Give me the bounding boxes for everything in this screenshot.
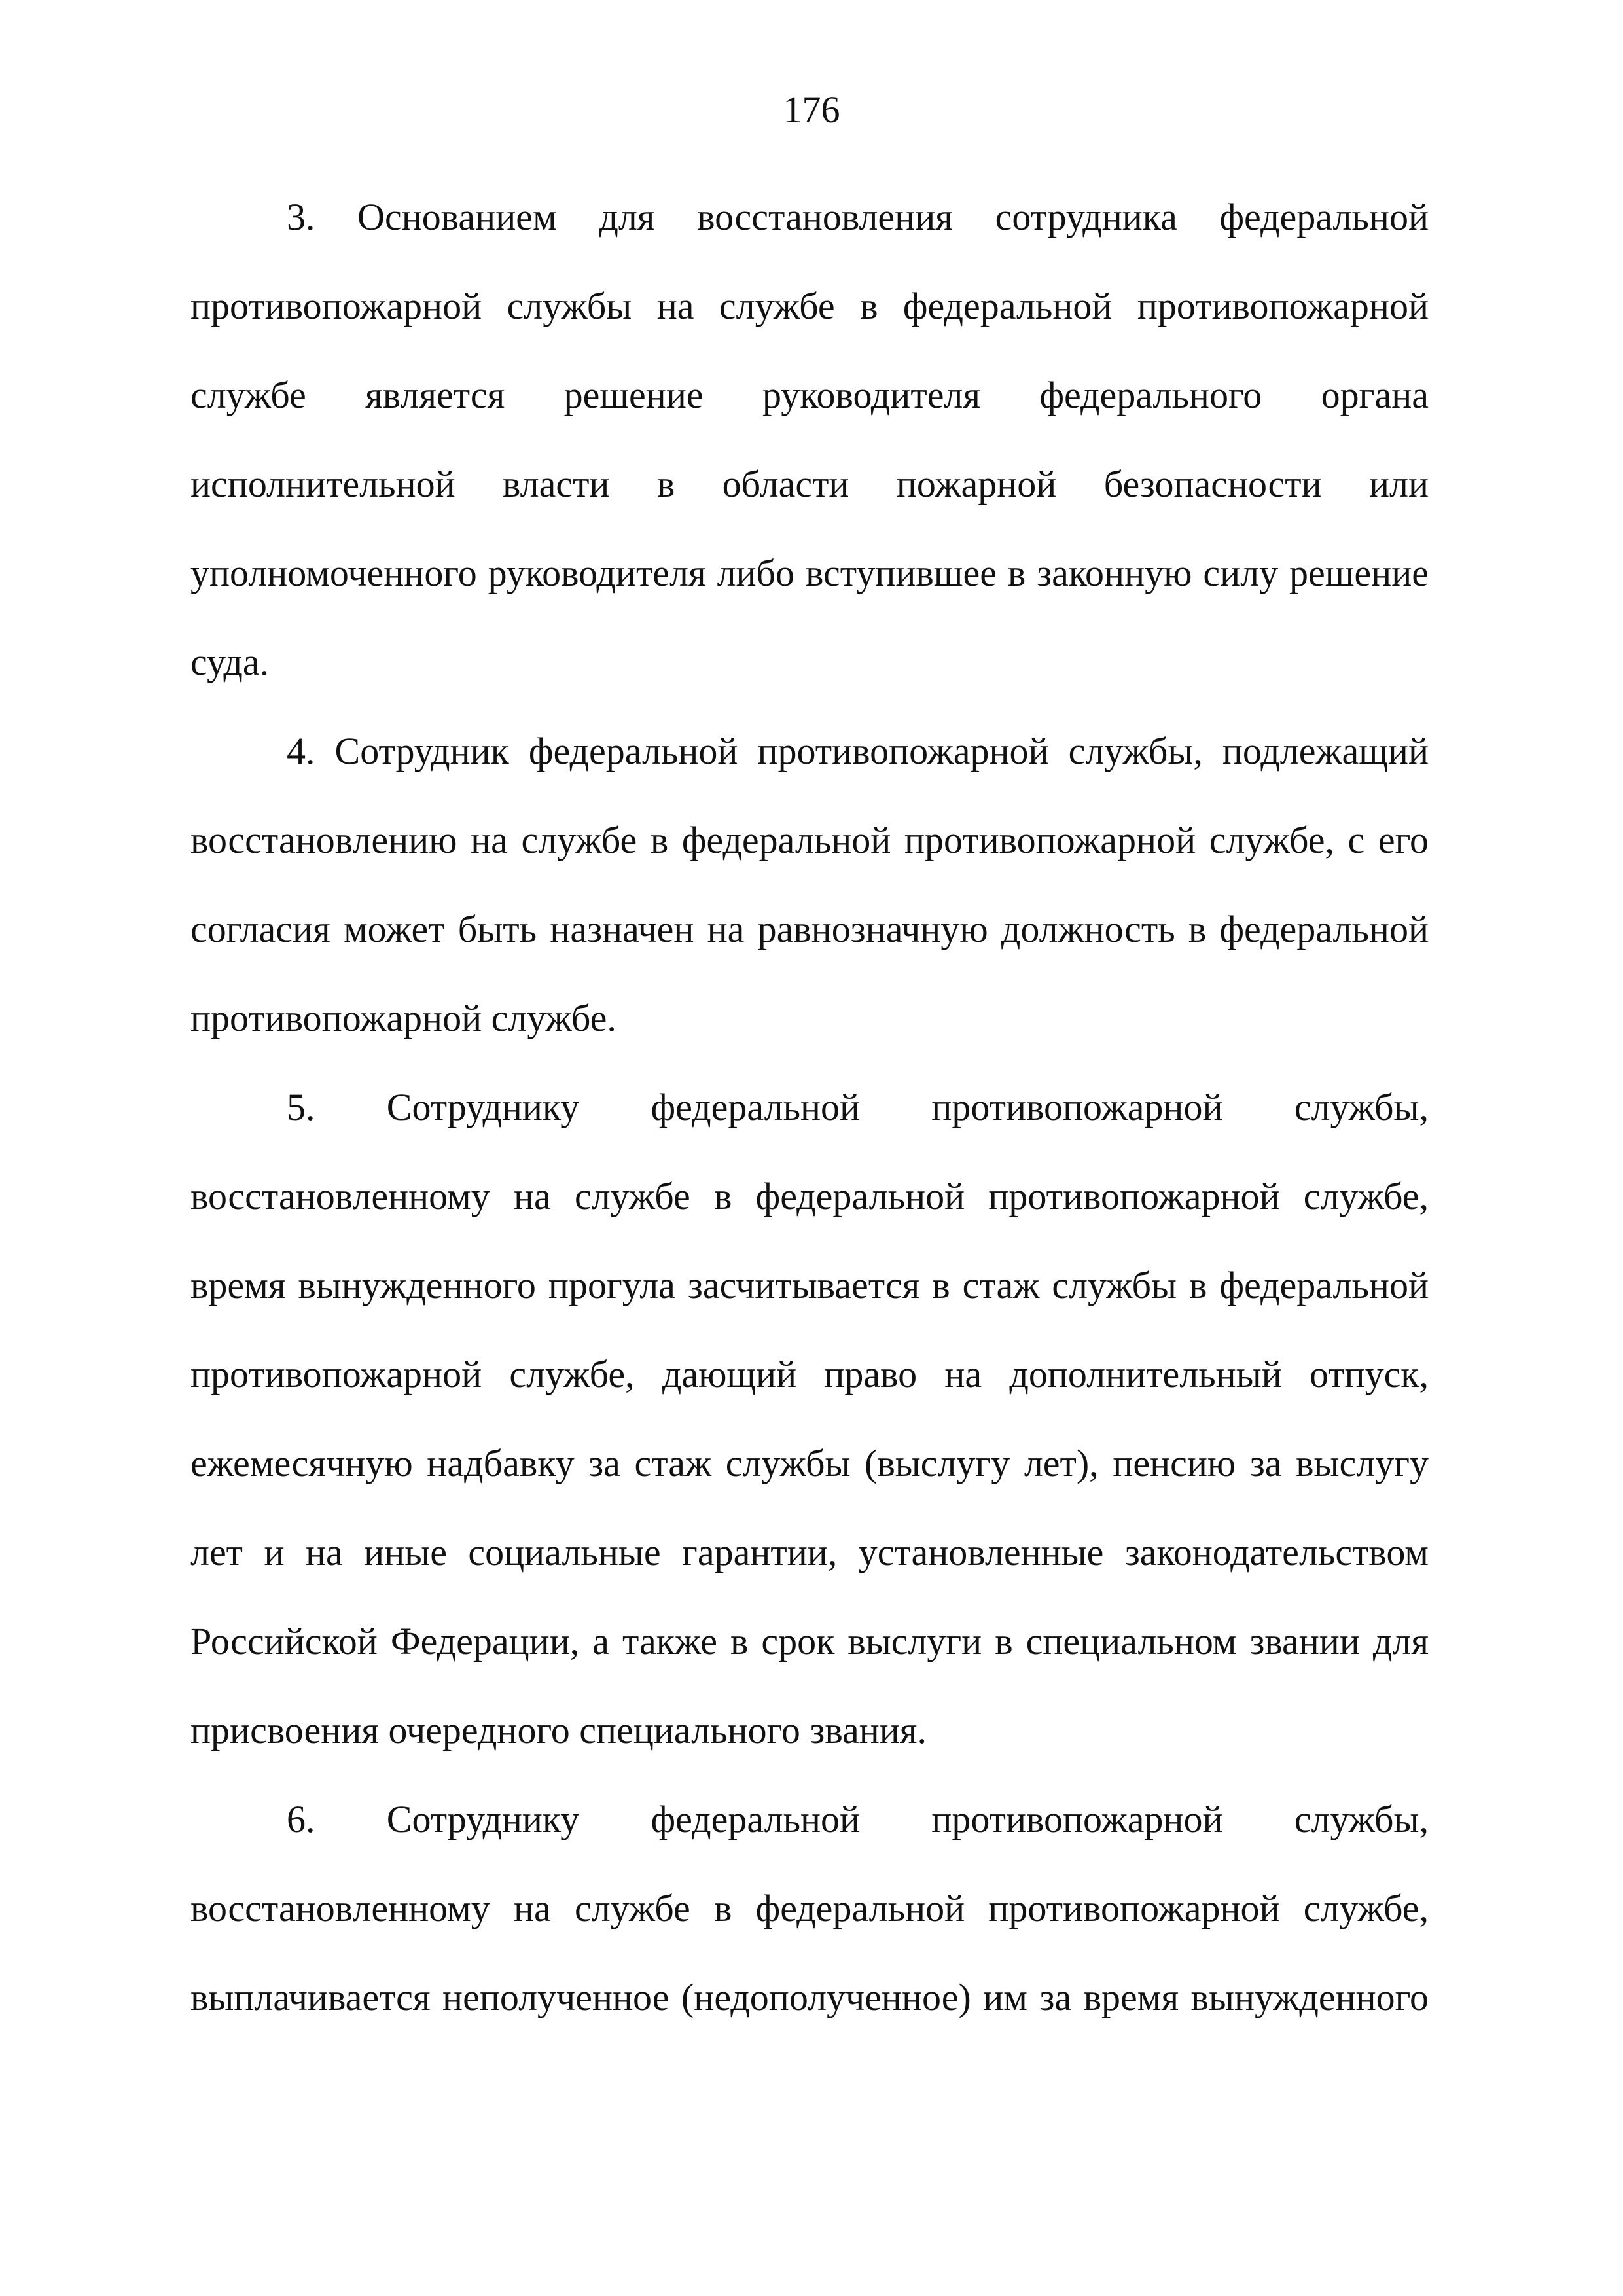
page-number: 176: [783, 88, 840, 131]
paragraph-4: 4. Сотрудник федеральной противопожарной службы, подлежащий восстановлению на службе в федеральной противопожарной службе, с его согласия может быть назначен на равнозначную должность в федеральной противопожарной службе.: [190, 730, 1429, 1039]
paragraph-5: 5. Сотруднику федеральной противопожарной службы, восстановленному на службе в федеральной противопожарной службе, время вынужденного прогула засчитывается в стаж службы в федеральной противопожарной службе, дающий право на дополнительный отпуск, ежемесячную надбавку за стаж службы (выслугу лет), пенсию за выслугу лет и на иные социальные гарантии, установленные законодательством Российской Федерации, а также в срок выслуги в специальном звании для присвоения очередного специального звания.: [190, 1086, 1429, 1751]
paragraph-6: 6. Сотруднику федеральной противопожарной службы, восстановленному на службе в федеральной противопожарной службе, выплачивается неполученное (недополученное) им за время вынужденного: [190, 1798, 1429, 2018]
document-body: [190, 173, 1429, 2042]
paragraph-3: 3. Основанием для восстановления сотрудника федеральной противопожарной службы на службе в федеральной противопожарной службе является решение руководителя федерального органа исполнительной власти в области пожарной безопасности или уполномоченного руководителя либо вступившее в законную силу решение суда.: [190, 196, 1429, 683]
